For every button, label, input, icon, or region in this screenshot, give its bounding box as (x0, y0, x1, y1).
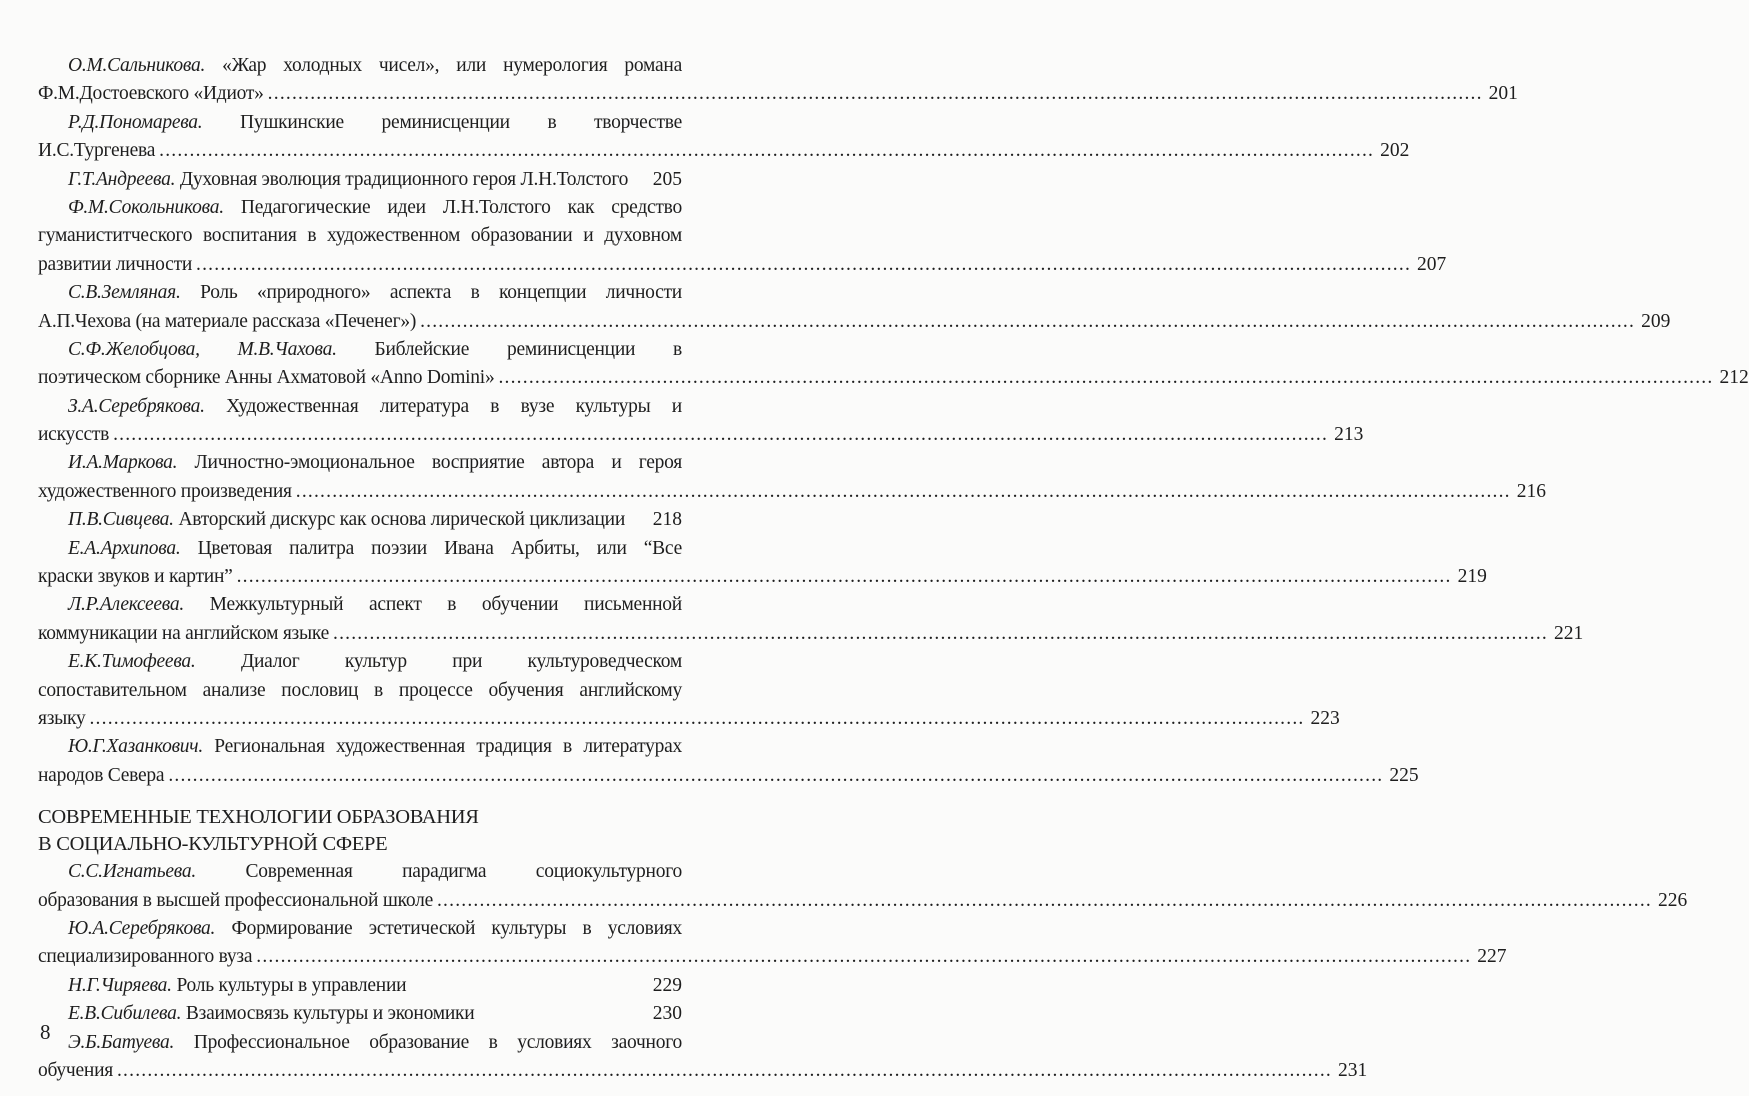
table-of-contents (38, 52, 1749, 1085)
entry-last-line (38, 478, 1546, 506)
entry-page-number: 205 (652, 168, 682, 190)
entry-text: образования в высшей профессиональной школе (38, 889, 433, 911)
toc-entry[interactable] (38, 648, 1340, 733)
entry-line: гуманиститческого воспитания в художественном образовании и духовном (38, 225, 682, 247)
toc-entry[interactable] (38, 109, 1410, 166)
dot-leader: ........................................................................................................................................................................................................ (295, 480, 1511, 502)
entry-author: Е.В.Сибилева. (68, 1003, 182, 1025)
entry-author: Е.К.Тимофеева. (68, 651, 196, 673)
entry-line: Ю.А.Серебрякова. Формирование эстетической культуры в условиях (68, 917, 682, 939)
entry-line: С.С.Игнатьева. Современная парадигма социокультурного (68, 861, 682, 883)
section-heading-line: СОВРЕМЕННЫЕ ТЕХНОЛОГИИ ОБРАЗОВАНИЯ (38, 806, 479, 829)
entry-page-number: 213 (1334, 424, 1364, 446)
entry-line: Ф.М.Сокольникова. Педагогические идеи Л.Н.Толстого как средство (68, 196, 682, 218)
entry-text: А.П.Чехова (на материале рассказа «Печенег») (38, 310, 417, 332)
dot-leader: ........................................................................................................................................................................................................ (267, 83, 1483, 105)
toc-entry[interactable] (38, 915, 1507, 972)
toc-entry[interactable] (38, 166, 682, 194)
dot-leader: ........................................................................................................................................................................................................ (89, 707, 1305, 729)
dot-leader: ........................................................................................................................................................................................................ (256, 946, 1472, 968)
entry-author: С.В.Земляная. (68, 282, 181, 304)
entry-last-line (38, 1000, 682, 1028)
entry-last-line (38, 80, 1518, 108)
entry-page-number: 218 (652, 509, 682, 531)
entry-line: Э.Б.Батуева. Профессиональное образование в условиях заочного (68, 1031, 682, 1053)
entry-text: поэтическом сборнике Анны Ахматовой «Anno Domini» (38, 367, 495, 389)
entry-line: И.А.Маркова. Личностно-эмоциональное восприятие автора и героя (68, 452, 682, 474)
entry-text: И.С.Тургенева (38, 140, 156, 162)
entry-last-line (38, 705, 1340, 733)
toc-entry[interactable] (38, 52, 1518, 109)
entry-last-line (38, 620, 1584, 648)
entry-line: Р.Д.Пономарева. Пушкинские реминисценции в творчестве (68, 111, 682, 133)
entry-last-line (38, 887, 1688, 915)
entry-author: С.Ф.Желобцова, М.В.Чахова. (68, 338, 337, 360)
dot-leader: ........................................................................................................................................................................................................ (168, 764, 1384, 786)
entry-last-line (38, 972, 682, 1000)
entry-page-number: 231 (1337, 1059, 1368, 1081)
entry-last-line (38, 137, 1410, 165)
entry-last-line (38, 166, 682, 194)
entry-last-line (38, 308, 1671, 336)
entry-last-line (38, 563, 1487, 591)
toc-section (38, 52, 1749, 790)
entry-text: специализированного вуза (38, 946, 253, 968)
dot-leader: ........................................................................................................................................................................................................ (333, 622, 1548, 644)
entry-author: Г.Т.Андреева. (68, 168, 176, 190)
entry-author: П.В.Сивцева. (68, 509, 174, 531)
entry-author: Ф.М.Сокольникова. (68, 196, 224, 218)
entry-line: О.М.Сальникова. «Жар холодных чисел», или нумерология романа (68, 55, 682, 76)
toc-entry[interactable] (38, 194, 1447, 279)
dot-leader: ........................................................................................................................................................................................................ (436, 889, 1652, 911)
entry-last-line (38, 364, 1749, 392)
entry-page-number: 209 (1641, 310, 1671, 332)
entry-text: коммуникации на английском языке (38, 622, 329, 644)
toc-entry[interactable] (38, 336, 1749, 393)
entry-line: сопоставительном анализе пословиц в процессе обучения английскому (38, 679, 682, 701)
toc-entry[interactable] (38, 535, 1487, 592)
entry-text: Ф.М.Достоевского «Идиот» (38, 83, 264, 105)
entry-page-number: 207 (1417, 253, 1447, 275)
entry-author: Р.Д.Пономарева. (68, 111, 203, 133)
entry-text: Г.Т.Андреева. Духовная эволюция традиционного героя Л.Н.Толстого (68, 168, 629, 190)
entry-line: Е.К.Тимофеева. Диалог культур при культуроведческом (68, 651, 682, 673)
entry-author: Ю.А.Серебрякова. (68, 917, 216, 939)
entry-page-number: 226 (1657, 889, 1688, 911)
entry-author: Н.Г.Чиряева. (68, 974, 172, 996)
entry-author: С.С.Игнатьева. (68, 861, 196, 883)
entry-text: краски звуков и картин” (38, 566, 233, 588)
entry-line: Е.А.Архипова. Цветовая палитра поэзии Ивана Арбиты, или “Все (68, 537, 682, 559)
entry-page-number: 225 (1389, 764, 1419, 786)
entry-text: Е.В.Сибилева. Взаимосвязь культуры и экономики (68, 1003, 475, 1025)
dot-leader: ........................................................................................................................................................................................................ (196, 253, 1412, 275)
entry-last-line (38, 506, 682, 534)
entry-line: Ю.Г.Хазанкович. Региональная художественная традиция в литературах (68, 736, 682, 758)
entry-line: С.В.Земляная. Роль «природного» аспекта в концепции личности (68, 282, 682, 304)
entry-page-number: 229 (652, 974, 682, 996)
entry-author: Е.А.Архипова. (68, 537, 181, 559)
dot-leader: ........................................................................................................................................................................................................ (420, 310, 1636, 332)
section-heading-line: В СОЦИАЛЬНО-КУЛЬТУРНОЙ СФЕРЕ (38, 833, 388, 856)
entry-page-number: 221 (1554, 622, 1584, 644)
entry-text: Н.Г.Чиряева. Роль культуры в управлении (68, 974, 407, 996)
entry-last-line (38, 762, 1419, 790)
entry-author: Э.Б.Батуева. (68, 1031, 175, 1053)
entry-last-line (38, 1057, 1368, 1085)
page-number: 8 (40, 1020, 51, 1044)
section-heading (38, 804, 682, 858)
entry-page-number: 227 (1477, 946, 1507, 968)
entry-page-number: 230 (652, 1003, 682, 1025)
entry-page-number: 202 (1380, 140, 1410, 162)
entry-text: развитии личности (38, 253, 193, 275)
toc-entry[interactable] (38, 591, 1584, 648)
entry-author: О.М.Сальникова. (68, 55, 206, 76)
toc-entry[interactable] (38, 733, 1419, 790)
toc-entry[interactable] (38, 393, 1364, 450)
dot-leader: ........................................................................................................................................................................................................ (113, 424, 1329, 446)
entry-author: Ю.Г.Хазанкович. (68, 736, 203, 758)
entry-page-number: 212 (1719, 367, 1749, 389)
entry-text: народов Севера (38, 764, 165, 786)
toc-entry[interactable] (38, 972, 682, 1000)
toc-section (38, 804, 1688, 1085)
dot-leader: ........................................................................................................................................................................................................ (236, 566, 1452, 588)
entry-last-line (38, 421, 1364, 449)
entry-line: Л.Р.Алексеева. Межкультурный аспект в обучении письменной (68, 594, 682, 616)
entry-page-number: 223 (1310, 707, 1340, 729)
entry-text: художественного произведения (38, 480, 292, 502)
toc-entry[interactable] (38, 1029, 1368, 1086)
dot-leader: ........................................................................................................................................................................................................ (498, 367, 1714, 389)
entry-line: С.Ф.Желобцова, М.В.Чахова. Библейские реминисценции в (68, 338, 683, 360)
toc-entry[interactable] (38, 449, 1546, 506)
toc-entry[interactable] (38, 506, 682, 534)
entry-page-number: 201 (1488, 83, 1518, 105)
entry-last-line (38, 943, 1507, 971)
entry-text: языку (38, 707, 86, 729)
entry-page-number: 219 (1457, 566, 1487, 588)
toc-entry[interactable] (38, 279, 1671, 336)
entry-author: И.А.Маркова. (68, 452, 178, 474)
entry-page-number: 216 (1516, 480, 1546, 502)
entry-author: Л.Р.Алексеева. (68, 594, 185, 616)
entry-text: обучения (38, 1059, 113, 1081)
entry-text: П.В.Сивцева. Авторский дискурс как основа лирической циклизации (68, 509, 626, 531)
dot-leader: ........................................................................................................................................................................................................ (116, 1059, 1332, 1081)
entry-text: искусств (38, 424, 110, 446)
entry-line: З.А.Серебрякова. Художественная литература в вузе культуры и (68, 395, 682, 417)
entry-author: З.А.Серебрякова. (68, 395, 205, 417)
toc-entry[interactable] (38, 858, 1688, 915)
toc-entry[interactable] (38, 1000, 682, 1028)
entry-last-line (38, 251, 1447, 279)
dot-leader: ........................................................................................................................................................................................................ (159, 140, 1375, 162)
